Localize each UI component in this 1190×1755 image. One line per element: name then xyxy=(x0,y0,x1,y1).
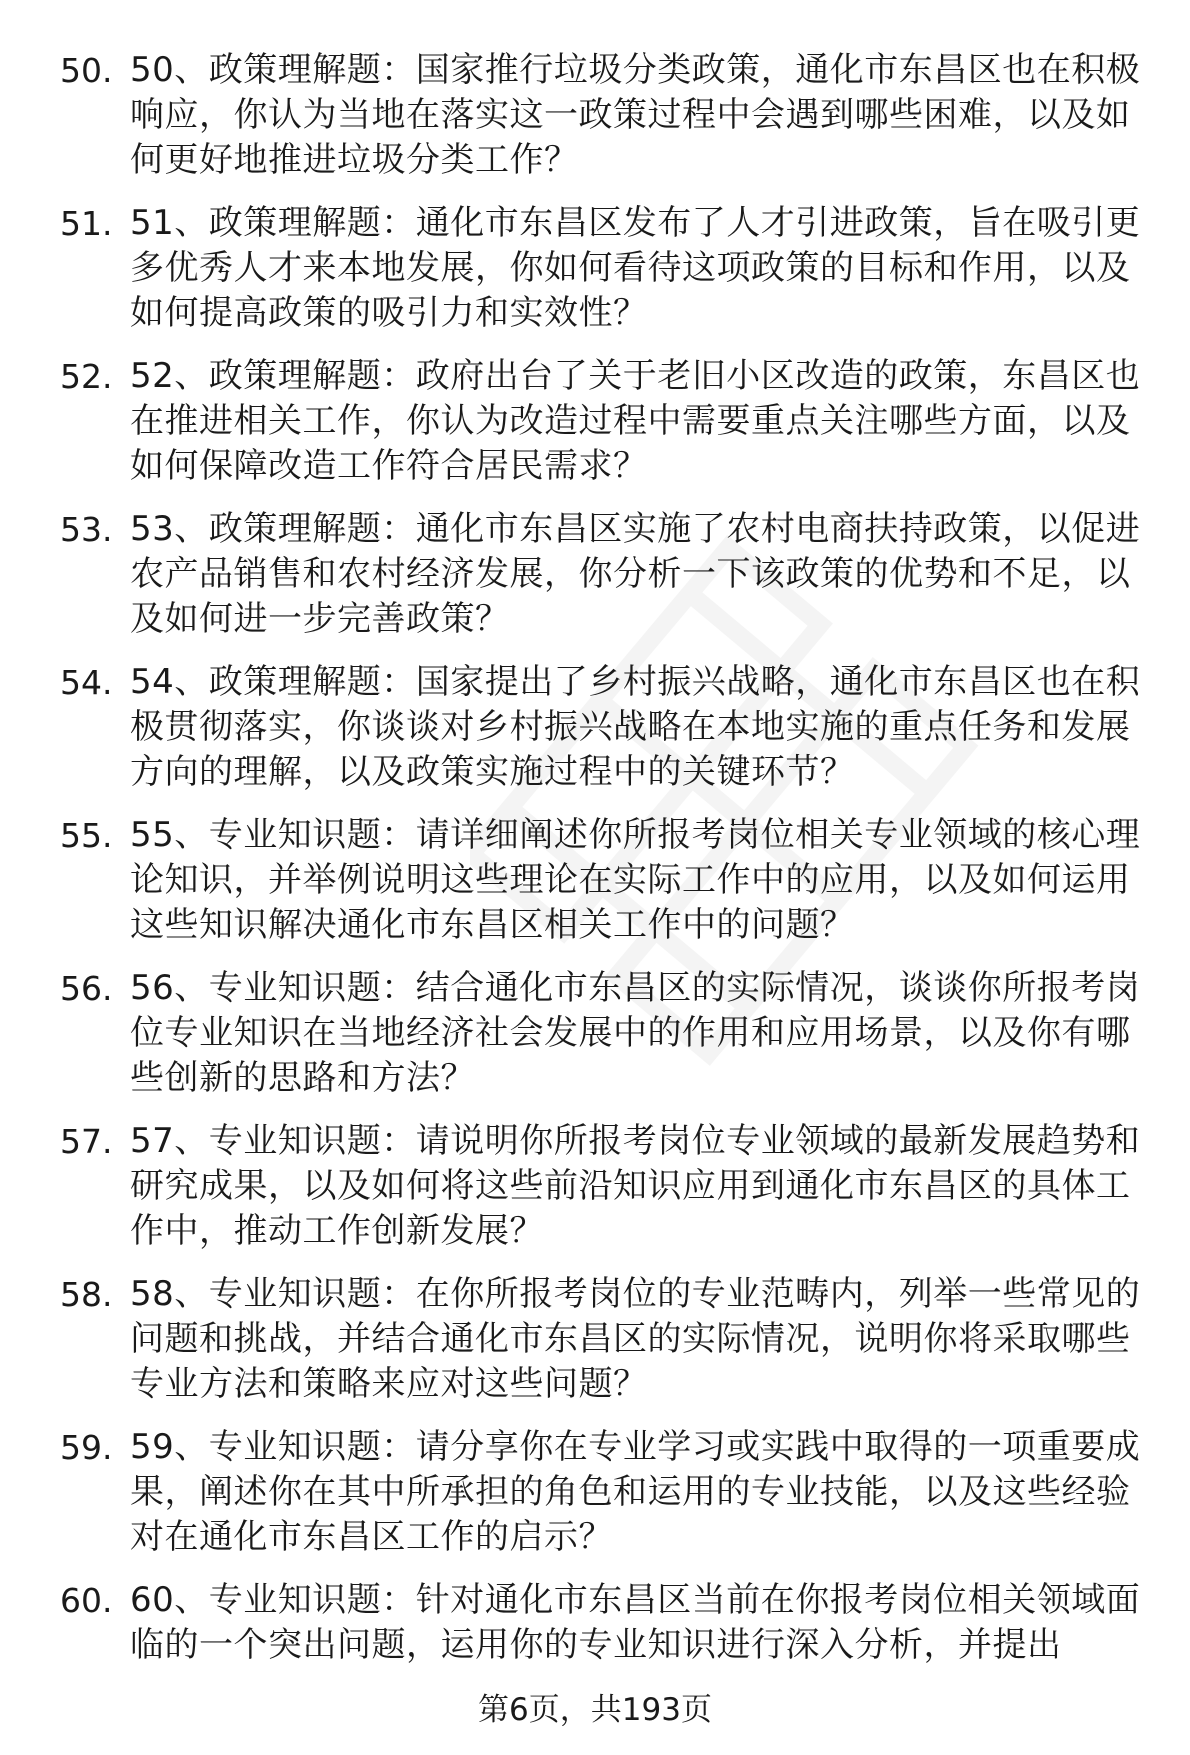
question-item xyxy=(0,966,1190,1119)
question-number: 60. xyxy=(60,1581,113,1620)
question-text: 52、政策理解题：政府出台了关于老旧小区改造的政策，东昌区也在推进相关工作，你认为改造过程中需要重点关注哪些方面，以及如何保障改造工作符合居民需求？ xyxy=(130,356,1141,486)
question-text: 54、政策理解题：国家提出了乡村振兴战略，通化市东昌区也在积极贯彻落实，你谈谈对乡村振兴战略在本地实施的重点任务和发展方向的理解，以及政策实施过程中的关键环节？ xyxy=(130,662,1141,792)
question-text: 57、专业知识题：请说明你所报考岗位专业领域的最新发展趋势和研究成果，以及如何将这些前沿知识应用到通化市东昌区的具体工作中，推动工作创新发展？ xyxy=(130,1121,1141,1251)
question-number: 50. xyxy=(60,51,113,90)
question-text: 51、政策理解题：通化市东昌区发布了人才引进政策，旨在吸引更多优秀人才来本地发展，你如何看待这项政策的目标和作用，以及如何提高政策的吸引力和实效性？ xyxy=(130,203,1141,333)
question-number: 52. xyxy=(60,357,113,396)
question-text: 59、专业知识题：请分享你在专业学习或实践中取得的一项重要成果，阐述你在其中所承担的角色和运用的专业技能，以及这些经验对在通化市东昌区工作的启示？ xyxy=(130,1427,1141,1557)
question-number: 54. xyxy=(60,663,113,702)
question-number: 58. xyxy=(60,1275,113,1314)
question-item xyxy=(0,354,1190,507)
question-text: 53、政策理解题：通化市东昌区实施了农村电商扶持政策，以促进农产品销售和农村经济发展，你分析一下该政策的优势和不足，以及如何进一步完善政策？ xyxy=(130,509,1141,639)
question-text: 50、政策理解题：国家推行垃圾分类政策，通化市东昌区也在积极响应，你认为当地在落实这一政策过程中会遇到哪些困难，以及如何更好地推进垃圾分类工作？ xyxy=(130,50,1141,180)
question-item xyxy=(0,813,1190,966)
question-item xyxy=(0,507,1190,660)
question-number: 53. xyxy=(60,510,113,549)
question-item xyxy=(0,1272,1190,1425)
question-item xyxy=(0,660,1190,813)
question-item xyxy=(0,48,1190,201)
page-footer: 第6页，共193页 xyxy=(478,1692,712,1728)
question-number: 56. xyxy=(60,969,113,1008)
question-number: 51. xyxy=(60,204,113,243)
question-item xyxy=(0,1425,1190,1578)
question-text: 58、专业知识题：在你所报考岗位的专业范畴内，列举一些常见的问题和挑战，并结合通化市东昌区的实际情况，说明你将采取哪些专业方法和策略来应对这些问题？ xyxy=(130,1274,1141,1404)
question-number: 59. xyxy=(60,1428,113,1467)
question-text: 60、专业知识题：针对通化市东昌区当前在你报考岗位相关领域面临的一个突出问题，运用你的专业知识进行深入分析，并提出 xyxy=(130,1580,1141,1665)
question-list xyxy=(0,48,1190,1731)
question-text: 56、专业知识题：结合通化市东昌区的实际情况，谈谈你所报考岗位专业知识在当地经济社会发展中的作用和应用场景，以及你有哪些创新的思路和方法？ xyxy=(130,968,1141,1098)
question-text: 55、专业知识题：请详细阐述你所报考岗位相关专业领域的核心理论知识，并举例说明这些理论在实际工作中的应用，以及如何运用这些知识解决通化市东昌区相关工作中的问题？ xyxy=(130,815,1141,945)
question-number: 55. xyxy=(60,816,113,855)
question-item xyxy=(0,201,1190,354)
question-item xyxy=(0,1119,1190,1272)
question-number: 57. xyxy=(60,1122,113,1161)
